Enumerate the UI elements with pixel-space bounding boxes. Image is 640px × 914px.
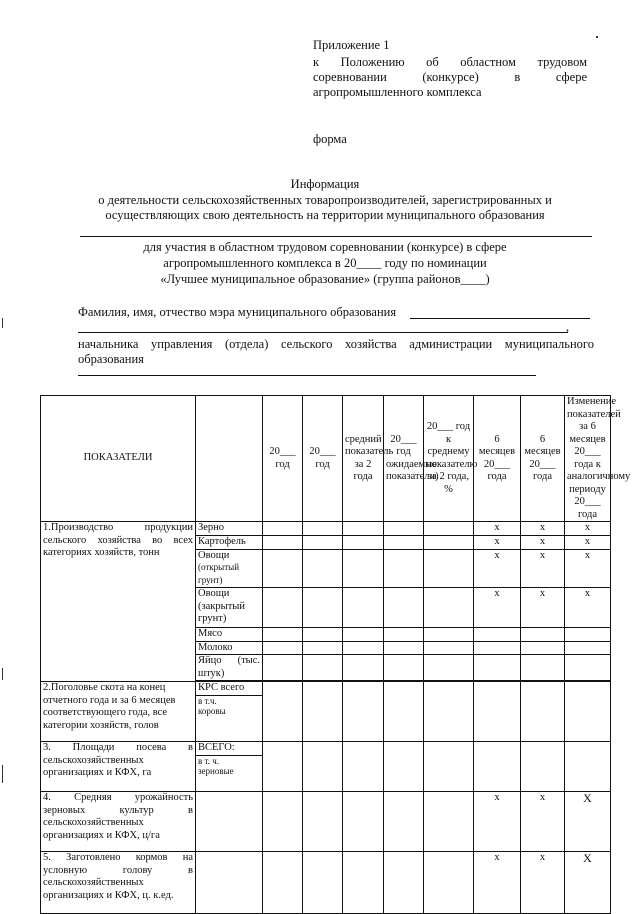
mark-cell: x — [474, 588, 521, 628]
header-6-months-b: 6 месяцев 20___ года — [521, 396, 565, 522]
mark-cell: x — [565, 522, 611, 536]
item-grain-crops: зерновые — [198, 766, 234, 776]
appendix-line-2: соревновании (конкурсе) в сфере — [313, 70, 587, 84]
header-6-months-a: 6 месяцев 20___ года — [474, 396, 521, 522]
item-vegetables-open — [196, 549, 263, 588]
header-change: Изменение показателей за 6 месяцев 20___ года к аналогичному периоду 20___ года — [565, 396, 611, 522]
item-vegetables-closed: Овощи (закрытый грунт) — [196, 588, 263, 628]
section-4-label: 4. Средняя урожайность зерновых культур в сельскохозяйственных организациях и КФХ, ц/га — [41, 792, 196, 852]
scan-edge-mark — [2, 668, 3, 680]
appendix-title: Приложение 1 — [313, 38, 390, 52]
table-header-row — [41, 396, 611, 522]
header-empty — [196, 396, 263, 522]
section-3-label: 3. Площади посева в сельскохозяйственных организациях и КФХ, га — [41, 742, 196, 792]
header-percent: 20___ год к среднему показателю за 2 года, % — [424, 396, 474, 522]
mark-cell: x — [474, 549, 521, 588]
table-row — [41, 742, 611, 792]
section-2-label: 2.Поголовье скота на конец отчетного года и за 6 месяцев соответствующего года, все категории хозяйств, голов — [41, 682, 196, 742]
mark-cell: x — [521, 852, 565, 914]
item-cows: коровы — [198, 706, 226, 716]
items-sown-area — [196, 742, 263, 792]
item-grain-crops-prefix: в т. ч. — [196, 755, 262, 767]
table-row — [41, 792, 611, 852]
items-livestock — [196, 682, 263, 742]
document-title: Информация — [290, 177, 360, 191]
municipality-underline — [80, 236, 592, 237]
participation-line-1: для участия в областном трудовом соревновании (конкурсе) в сфере — [143, 240, 507, 254]
header-year-2: 20___ год — [303, 396, 343, 522]
heading-line-1: о деятельности сельскохозяйственных товаропроизводителей, зарегистрированных и — [98, 193, 552, 207]
mark-cell: x — [521, 588, 565, 628]
header-expected: 20___ год ожидаемые показатели) — [384, 396, 424, 522]
mark-cell: x — [565, 588, 611, 628]
item-potato: Картофель — [196, 536, 263, 550]
appendix-line-3: агропромышленного комплекса — [313, 85, 482, 99]
mark-cell: x — [474, 522, 521, 536]
item-total: ВСЕГО: — [198, 742, 235, 753]
comma-mark: , — [566, 320, 570, 334]
item-vegetables-open-note: (открытый грунт) — [198, 562, 240, 585]
item-grain: Зерно — [196, 522, 263, 536]
mayor-name-underline-2 — [78, 332, 568, 333]
mark-cell: x — [474, 792, 521, 852]
table-row — [41, 522, 611, 536]
participation-line-2: агропромышленного комплекса в 20____ году по номинации — [163, 256, 487, 270]
scan-dot — [596, 36, 598, 38]
heading-line-2: осуществляющих свою деятельность на территории муниципального образования — [105, 208, 545, 222]
mark-cell: x — [521, 792, 565, 852]
indicators-table — [40, 395, 631, 914]
scan-edge-mark — [2, 765, 3, 783]
mayor-label: Фамилия, имя, отчество мэра муниципального образования — [78, 305, 397, 319]
mark-cell: x — [521, 549, 565, 588]
mark-cell: x — [521, 536, 565, 550]
item-cows-prefix: в т.ч. — [196, 695, 262, 707]
mark-cell: x — [474, 852, 521, 914]
header-year-1: 20___ год — [263, 396, 303, 522]
item-vegetables-open-name: Овощи — [198, 549, 230, 561]
header-indicators: ПОКАЗАТЕЛИ — [41, 396, 196, 522]
mayor-name-underline — [410, 318, 590, 319]
item-milk: Молоко — [196, 641, 263, 655]
header-average: средний показатель за 2 года — [343, 396, 384, 522]
form-label: форма — [313, 132, 347, 146]
head-label-line-2: образования — [78, 352, 144, 366]
table-row — [41, 852, 611, 914]
mark-cell: x — [565, 549, 611, 588]
mark-cell: x — [474, 536, 521, 550]
item-krs: КРС всего — [198, 682, 245, 693]
item-meat: Мясо — [196, 628, 263, 642]
head-name-underline — [78, 375, 536, 376]
mark-cell-big: X — [565, 792, 611, 852]
appendix-line-1: к Положению об областном трудовом — [313, 55, 587, 69]
mark-cell: x — [565, 536, 611, 550]
scan-edge-mark — [2, 318, 3, 328]
section-5-label: 5. Заготовлено кормов на условную голову в сельскохозяйственных организациях и КФХ, ц. к.ед. — [41, 852, 196, 914]
head-label-line-1: начальника управления (отдела) сельского хозяйства администрации муниципального — [78, 337, 594, 351]
mark-cell: x — [521, 522, 565, 536]
item-eggs: Яйцо (тыс. штук) — [196, 655, 263, 681]
mark-cell-big: X — [565, 852, 611, 914]
table-row — [41, 682, 611, 742]
section-1-label: 1.Производство продукции сельского хозяйства во всех категориях хозяйств, тонн — [41, 522, 196, 682]
participation-line-3: «Лучшее муниципальное образование» (группа районов____) — [160, 272, 490, 286]
